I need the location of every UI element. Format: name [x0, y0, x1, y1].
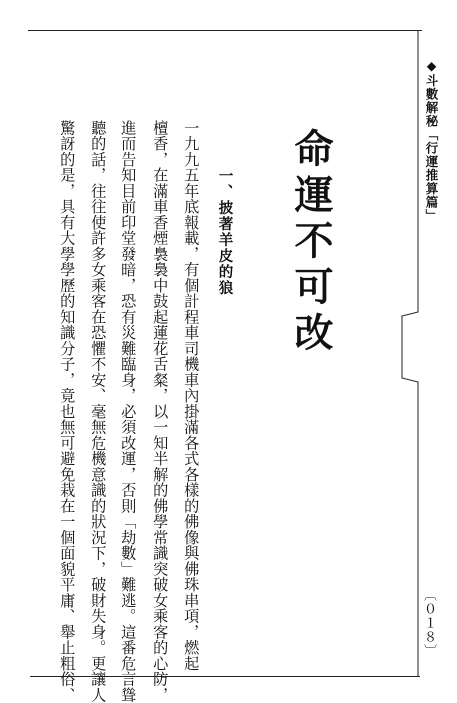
body-column-3: 進而告知目前印堂發暗，恐有災難臨身，必須改運，否則「劫數」難逃。這番危言聳	[119, 120, 138, 703]
section-subtitle: 一、披著羊皮的狼	[216, 168, 234, 296]
page-number: 〔０１８〕	[421, 588, 436, 658]
running-header: ◆斗數解秘「行運推算篇」	[424, 58, 439, 223]
body-column-1: 一九九五年底報載，有個計程車司機車內掛滿各式各樣的佛像與佛珠串項，燃起	[182, 120, 201, 672]
body-column-2: 檀香，在滿車香煙裊裊中鼓起蓮花舌粲，以一知半解的佛學常識突破女乘客的心防，	[151, 120, 170, 703]
chapter-title: 命運不可改	[288, 128, 334, 358]
body-column-5: 驚訝的是，具有大學學歷的知識分子，竟也無可避免栽在一個面貌平庸、舉止粗俗、	[58, 120, 77, 703]
body-column-4: 聽的話，往往使許多女乘客在恐懼不安、毫無危機意識的狀況下，破財失身。更讓人	[89, 120, 108, 703]
